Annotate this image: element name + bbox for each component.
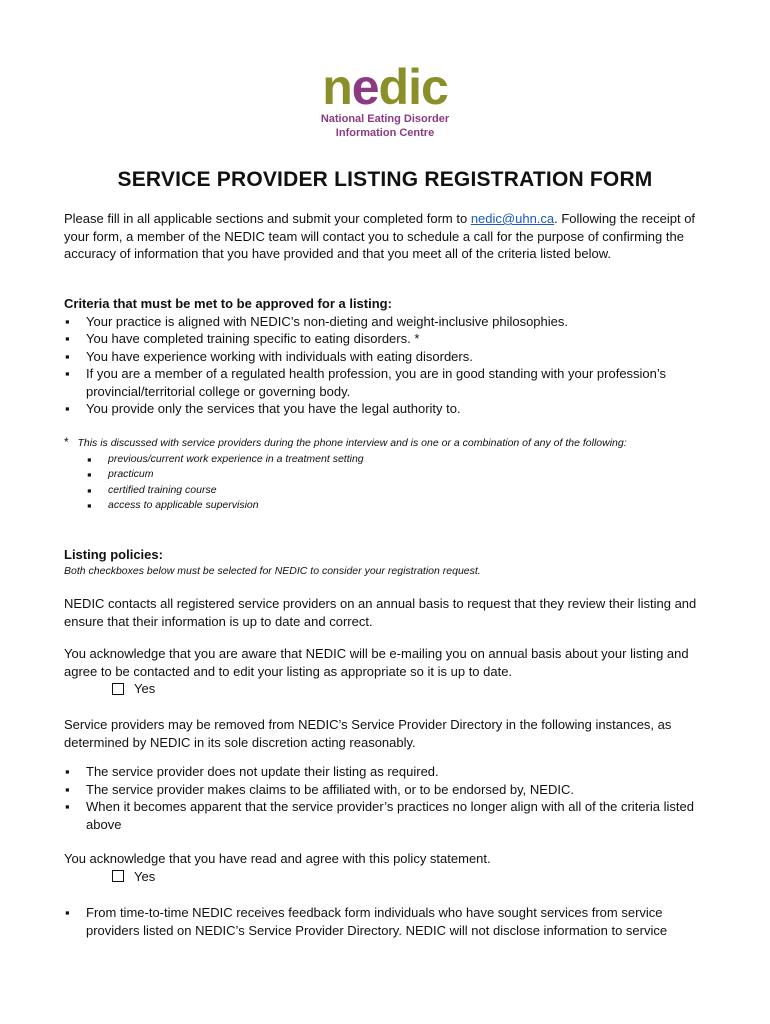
policies-heading-block: [64, 546, 708, 579]
list-item: ▪ From time-to-time NEDIC receives feedback form individuals who have sought services from service providers listed on NEDIC’s Service Provider Directory. NEDIC will not disclose information to service: [64, 904, 708, 939]
criteria-heading: Criteria that must be met to be approved for a listing:: [64, 296, 392, 311]
list-item: ▪ access to applicable supervision: [86, 498, 708, 514]
feedback-list: [64, 904, 708, 939]
checkbox-label: Yes: [134, 681, 156, 696]
yes-checkbox-2[interactable]: [112, 868, 708, 886]
page-title: SERVICE PROVIDER LISTING REGISTRATION FORM: [117, 168, 653, 191]
checkbox-icon[interactable]: [112, 683, 124, 695]
list-item: ▪ You provide only the services that you have the legal authority to.: [64, 400, 708, 418]
list-item: ▪ Your practice is aligned with NEDIC’s non-dieting and weight-inclusive philosophies.: [64, 313, 708, 331]
yes-checkbox-1[interactable]: [112, 680, 708, 698]
checkbox-label: Yes: [134, 868, 156, 884]
criteria-section: [64, 295, 708, 418]
nedic-logo: [320, 59, 450, 140]
ack2-text: You acknowledge that you have read and agree with this policy statement.: [64, 851, 491, 866]
removal-list: [64, 763, 708, 833]
email-link[interactable]: nedic@uhn.ca: [470, 211, 555, 226]
footnote-list: [86, 452, 708, 514]
list-item: ▪ previous/current work experience in a treatment setting: [86, 452, 708, 468]
policies-note: Both checkboxes below must be selected for NEDIC to consider your registration request.: [64, 564, 481, 577]
list-item: ▪ You have experience working with individuals with eating disorders.: [64, 348, 708, 366]
policies-heading: Listing policies:: [64, 547, 163, 562]
footnote-section: * This is discussed with service providers during the phone interview and is one or a combination of any of the following: ▪ previous/current work experience in a treatment setting ▪ practicum ▪ certified training course ▪ access to applicable supervision: [64, 435, 708, 514]
checkbox-icon[interactable]: [112, 870, 124, 882]
list-item: ▪ The service provider makes claims to be affiliated with, or to be endorsed by, NEDIC.: [64, 781, 708, 799]
list-item: ▪ If you are a member of a regulated health profession, you are in good standing with your profession’s provincial/territorial college or governing body.: [64, 365, 708, 400]
list-item: ▪ certified training course: [86, 483, 708, 499]
list-item: ▪ practicum: [86, 467, 708, 483]
logo-subtitle: National Eating Disorder Information Centre: [320, 113, 450, 139]
list-item: ▪ The service provider does not update their listing as required.: [64, 763, 708, 781]
annual-paragraph: NEDIC contacts all registered service providers on an annual basis to request that they review their listing and ensure that their information is up to date and correct.: [64, 596, 697, 629]
list-item: ▪ You have completed training specific to eating disorders. *: [64, 330, 708, 348]
acknowledgement-2: [64, 850, 708, 885]
list-item: ▪ When it becomes apparent that the service provider’s practices no longer align with all of the criteria listed above: [64, 798, 708, 833]
ack1-text: You acknowledge that you are aware that NEDIC will be e-mailing you on annual basis about your listing and agree to be contacted and to edit your listing as appropriate so it is up to date.: [64, 646, 689, 679]
removal-list-block: [64, 763, 708, 833]
feedback-block: [64, 904, 708, 939]
logo-wordmark: nedic: [322, 59, 448, 115]
removal-paragraph: Service providers may be removed from NEDIC’s Service Provider Directory in the following instances, as determined by NEDIC in its sole discretion acting reasonably.: [64, 717, 672, 750]
intro-paragraph: Please fill in all applicable sections and submit your completed form to nedic@uhn.ca. Following the receipt of your form, a member of the NEDIC team will contact you to schedule a call for the purpose of confirming the accuracy of information that you have provided and that you meet all of the criteria listed below.: [64, 211, 696, 261]
acknowledgement-1: [64, 645, 708, 698]
criteria-list: [64, 313, 708, 418]
